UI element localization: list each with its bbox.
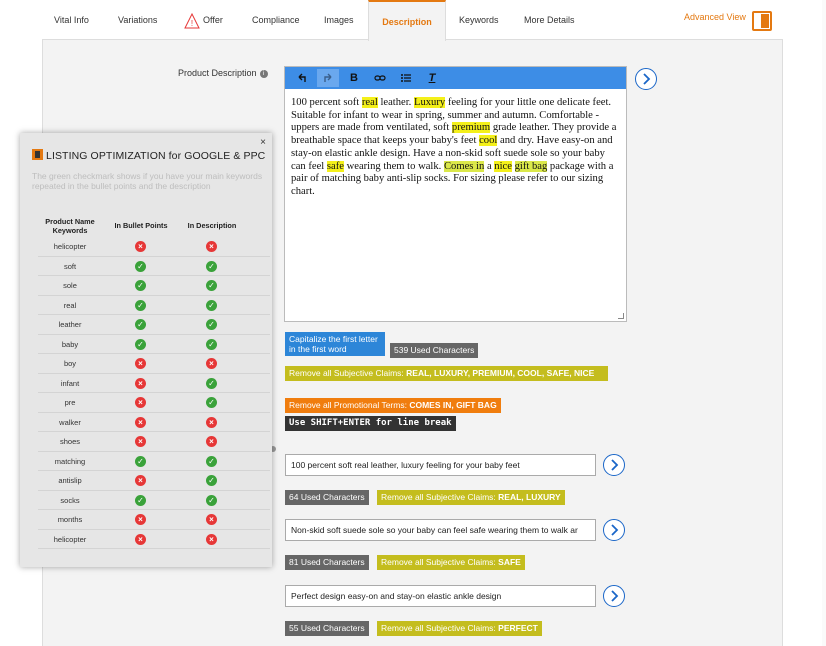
bold-button[interactable]: [343, 69, 365, 87]
table-row: [38, 471, 270, 491]
panel-title-text: LISTING OPTIMIZATION for GOOGLE & PPC: [46, 150, 266, 162]
advanced-view-toggle[interactable]: [752, 11, 772, 31]
check-icon: ✓: [206, 475, 217, 486]
advanced-view-label: Advanced View: [684, 12, 746, 22]
keyword-table-body: [38, 237, 270, 549]
apply-bullet-1-button[interactable]: [603, 454, 625, 476]
bullet-2-claims-terms: SAFE: [498, 557, 521, 567]
keyword-table-header: [38, 217, 270, 237]
highlight-comes-in: Comes in: [443, 160, 485, 172]
text-run: package with a pair of matching baby anti-slip socks. For sizing please refer to our sizing chart.: [291, 160, 614, 197]
product-description-label: [178, 68, 268, 78]
chevron-right-icon: [609, 590, 620, 602]
highlight-cool: cool: [479, 135, 498, 147]
table-row: [38, 276, 270, 296]
highlight-gift-bag: gift bag: [514, 160, 548, 172]
keyword-cell: leather: [58, 320, 82, 329]
bullet-list-icon: [400, 72, 412, 84]
cross-icon: ×: [206, 534, 217, 545]
promotional-terms-list: COMES IN, GIFT BAG: [409, 400, 497, 410]
col-keywords-header: Product Name Keywords: [45, 217, 95, 235]
keyword-cell: antislip: [58, 476, 82, 485]
col-description-header: In Description: [187, 221, 237, 230]
table-row: [38, 452, 270, 472]
bullet-1-claims-terms: REAL, LUXURY: [498, 492, 561, 502]
check-icon: ✓: [206, 378, 217, 389]
keyword-cell: pre: [64, 398, 76, 407]
cross-icon: ×: [135, 241, 146, 252]
table-row: [38, 393, 270, 413]
bold-icon: B: [350, 72, 358, 84]
cross-icon: ×: [135, 397, 146, 408]
check-icon: ✓: [206, 339, 217, 350]
redo-icon: [322, 72, 334, 84]
table-row: [38, 510, 270, 530]
table-row: [38, 354, 270, 374]
check-icon: ✓: [135, 495, 146, 506]
editor-toolbar: [285, 67, 626, 89]
apply-description-button[interactable]: [635, 68, 657, 90]
check-icon: ✓: [206, 280, 217, 291]
check-icon: ✓: [206, 300, 217, 311]
cross-icon: ×: [135, 475, 146, 486]
tab-offer[interactable]: [184, 0, 223, 40]
check-icon: ✓: [206, 319, 217, 330]
capitalize-hint-badge: Capitalize the first letter in the first word: [285, 332, 385, 356]
resize-grip-icon[interactable]: [618, 313, 624, 319]
cross-icon: ×: [135, 378, 146, 389]
listing-optimization-panel: [20, 133, 272, 567]
cross-icon: ×: [135, 436, 146, 447]
cross-icon: ×: [206, 358, 217, 369]
bullet-point-2-input[interactable]: Non-skid soft suede sole so your baby can feel safe wearing them to walk ar: [285, 519, 596, 541]
cross-icon: ×: [206, 241, 217, 252]
subjective-claims-terms: REAL, LUXURY, PREMIUM, COOL, SAFE, NICE: [406, 368, 595, 378]
chevron-right-icon: [641, 73, 652, 85]
highlight-luxury: Luxury: [413, 97, 446, 108]
highlight-real: real: [361, 97, 378, 108]
keyword-cell: infant: [60, 378, 80, 388]
keyword-cell: boy: [63, 359, 77, 368]
check-icon: ✓: [206, 397, 217, 408]
table-row: [38, 530, 270, 550]
tab-keywords[interactable]: Keywords: [459, 15, 499, 25]
close-icon[interactable]: ×: [260, 137, 266, 148]
used-characters-badge: 539 Used Characters: [390, 343, 478, 358]
bullet-3-claims-prefix: Remove all Subjective Claims:: [381, 623, 499, 633]
keyword-cell: helicopter: [53, 242, 87, 251]
cross-icon: ×: [135, 358, 146, 369]
chevron-right-icon: [609, 459, 620, 471]
check-icon: ✓: [206, 456, 217, 467]
text-run: 100 percent soft: [291, 97, 362, 108]
text-run: feeling for your little one delicate feet. Suitable for infant to wear in spring, summer and autumn. Comfortable - uppers are made from ventilated, soft: [291, 97, 612, 134]
text-run: a: [484, 160, 495, 172]
keyword-cell: socks: [60, 495, 80, 505]
table-row: [38, 315, 270, 335]
table-row: [38, 335, 270, 355]
highlight-nice: nice: [494, 160, 512, 172]
cross-icon: ×: [206, 514, 217, 525]
cross-icon: ×: [206, 436, 217, 447]
redo-button[interactable]: [317, 69, 339, 87]
keyword-cell: months: [57, 515, 83, 524]
clear-format-button[interactable]: [421, 69, 443, 87]
subjective-claims-prefix: Remove all Subjective Claims:: [289, 368, 407, 378]
keyword-cell: walker: [59, 417, 81, 427]
table-row: [38, 413, 270, 433]
check-icon: ✓: [206, 261, 217, 272]
panel-title: [32, 149, 265, 162]
chevron-right-icon: [609, 524, 620, 536]
table-row: [38, 296, 270, 316]
text-run: leather.: [377, 97, 414, 108]
cross-icon: ×: [135, 514, 146, 525]
check-icon: ✓: [135, 261, 146, 272]
keyword-cell: shoes: [59, 437, 80, 446]
bullet-1-used-characters: 64 Used Characters: [285, 490, 369, 505]
bullet-1-claims-badge: [377, 490, 565, 505]
keyword-cell: soft: [63, 261, 77, 271]
link-icon: [374, 72, 386, 84]
bullet-point-3-input[interactable]: Perfect design easy-on and stay-on elastic ankle design: [285, 585, 596, 607]
cross-icon: ×: [135, 417, 146, 428]
shift-enter-hint-badge: Use SHIFT+ENTER for line break: [285, 416, 456, 431]
check-icon: ✓: [135, 300, 146, 311]
highlight-premium: premium: [451, 122, 491, 134]
page-edge: [822, 0, 826, 646]
warning-icon: [184, 13, 200, 29]
keyword-cell: real: [63, 300, 77, 310]
col-bullets-header: In Bullet Points: [114, 221, 168, 230]
description-editor[interactable]: [284, 66, 627, 322]
check-icon: ✓: [206, 495, 217, 506]
clear-format-icon: T: [428, 72, 436, 84]
tab-offer-label: Offer: [203, 15, 223, 25]
bullet-2-claims-prefix: Remove all Subjective Claims:: [381, 557, 499, 567]
table-row: [38, 257, 270, 277]
promotional-terms-prefix: Remove all Promotional Terms:: [289, 400, 410, 410]
bullet-3-claims-badge: [377, 621, 542, 636]
bullet-3-used-characters: 55 Used Characters: [285, 621, 369, 636]
tab-description[interactable]: Description: [368, 0, 446, 41]
keyword-cell: helicopter: [53, 534, 87, 544]
text-run: and dry. Have easy-on and stay-on elastic ankle design. Have a non-skid soft suede sole so your baby can feel: [291, 135, 613, 172]
link-button[interactable]: [369, 69, 391, 87]
text-run: wearing them to walk.: [343, 160, 444, 172]
tab-more-details[interactable]: More Details: [524, 15, 575, 25]
product-description-text: Product Description: [178, 68, 257, 78]
tab-variations[interactable]: Variations: [118, 15, 158, 25]
bullet-1-claims-prefix: Remove all Subjective Claims:: [381, 492, 499, 502]
keyword-cell: sole: [63, 281, 77, 290]
apply-bullet-2-button[interactable]: [603, 519, 625, 541]
undo-button[interactable]: [291, 69, 313, 87]
promotional-terms-badge: [285, 398, 501, 413]
table-row: [38, 374, 270, 394]
svg-text:!: !: [190, 18, 194, 28]
bullet-point-1-input[interactable]: 100 percent soft real leather, luxury feeling for your baby feet: [285, 454, 596, 476]
undo-icon: [296, 72, 308, 84]
cross-icon: ×: [135, 534, 146, 545]
keyword-cell: matching: [54, 456, 86, 466]
bullet-2-used-characters: 81 Used Characters: [285, 555, 369, 570]
bullet-2-claims-badge: [377, 555, 525, 570]
cross-icon: ×: [206, 417, 217, 428]
tab-bar: [42, 0, 783, 40]
check-icon: ✓: [135, 280, 146, 291]
info-icon[interactable]: i: [260, 70, 268, 78]
table-row: [38, 432, 270, 452]
table-row: [38, 491, 270, 511]
bullet-list-button[interactable]: [395, 69, 417, 87]
logo-icon: [32, 149, 43, 160]
check-icon: ✓: [135, 456, 146, 467]
highlight-safe: safe: [326, 160, 344, 172]
tab-compliance[interactable]: Compliance: [252, 15, 300, 25]
text-run: grade leather. They provide a breathable space that keeps your baby's feet: [291, 122, 617, 147]
keyword-cell: baby: [61, 339, 79, 349]
bullet-3-claims-terms: PERFECT: [498, 623, 538, 633]
apply-bullet-3-button[interactable]: [603, 585, 625, 607]
tab-vital-info[interactable]: Vital Info: [54, 15, 89, 25]
subjective-claims-badge: [285, 366, 608, 381]
tab-images[interactable]: Images: [324, 15, 354, 25]
check-icon: ✓: [135, 339, 146, 350]
check-icon: ✓: [135, 319, 146, 330]
panel-description: The green checkmark shows if you have your main keywords repeated in the bullet points and the description: [32, 171, 263, 191]
table-row: [38, 237, 270, 257]
editor-content[interactable]: [285, 89, 626, 207]
